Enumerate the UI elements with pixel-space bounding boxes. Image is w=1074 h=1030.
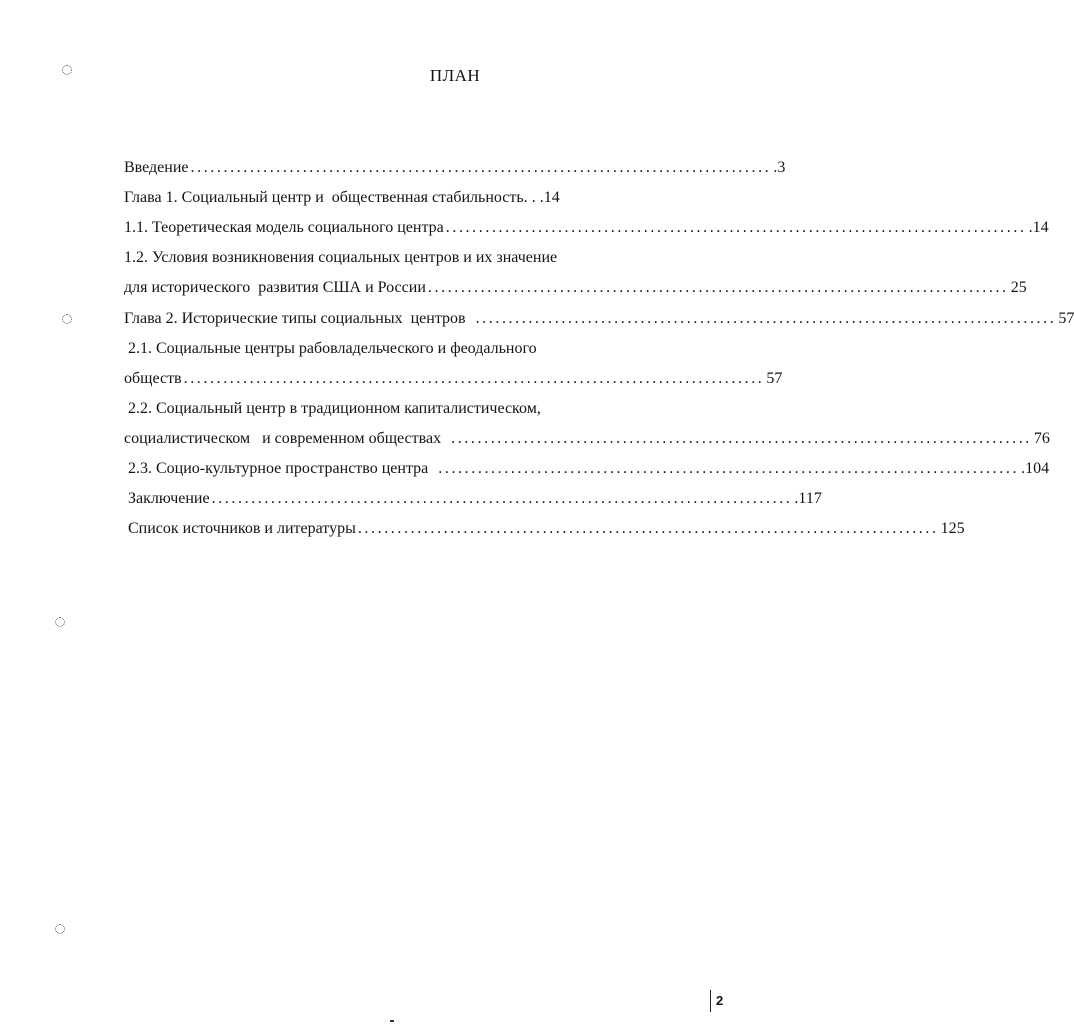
toc-entry-page: . .14 — [531, 189, 560, 206]
toc-entry-1-2-line-1: 1.2. Условия возникновения социальных центров и их значение — [124, 249, 558, 266]
toc-entry-page: .14 — [1028, 219, 1049, 236]
toc-entry-chapter-2 — [124, 309, 1074, 329]
toc-entry-page: .104 — [1021, 460, 1050, 477]
toc-entry-2-1-line-2 — [124, 369, 783, 389]
toc-entry-page: 125 — [940, 520, 965, 537]
toc-entry-bibliography — [124, 519, 965, 539]
toc-entry-conclusion — [124, 489, 822, 509]
toc-entry-text: Список источников и литературы — [124, 520, 356, 537]
toc-entry-page: 76 — [1033, 430, 1050, 447]
toc-entry-text: 1.1. Теоретическая модель социального центра — [124, 219, 444, 236]
toc-entry-page: 57 — [766, 370, 783, 387]
toc-entry-page: 57 — [1058, 310, 1074, 327]
toc-leader-dots: ........................................................................................ — [183, 370, 765, 387]
toc-entry-chapter-1 — [124, 188, 614, 208]
toc-entry-text: обществ — [124, 370, 182, 387]
toc-entry-introduction — [124, 158, 786, 178]
toc-leader-dots: ........................................................................................ — [427, 279, 1009, 296]
toc-entry-text: для исторического развития США и России — [124, 279, 426, 296]
toc-entry-text: Глава 1. Социальный центр и общественная стабильность. — [124, 189, 532, 206]
toc-entry-2-3 — [124, 459, 1050, 479]
toc-entry-page: 25 — [1010, 279, 1027, 296]
punch-hole-mark — [55, 924, 65, 934]
toc-leader-dots: ........................................................................................ — [451, 430, 1032, 447]
toc-leader-dots: ........................................................................................ — [475, 310, 1057, 327]
toc-entry-2-2-line-1: 2.2. Социальный центр в традиционном капиталистическом, — [124, 400, 541, 417]
page-number: 2 — [710, 990, 723, 1012]
toc-entry-text: 2.3. Социо-культурное пространство центра — [124, 460, 429, 477]
scan-speck — [390, 1020, 394, 1022]
toc-entry-text: Заключение — [124, 490, 210, 507]
toc-entry-1-2-line-2 — [124, 278, 1027, 298]
toc-entry-text: Глава 2. Исторические типы социальных центров — [124, 310, 466, 327]
toc-entry-text: Введение — [124, 159, 189, 176]
toc-leader-dots: ........................................................................................ — [438, 460, 1020, 477]
toc-leader-dots: ........................................................................................ — [357, 520, 939, 537]
punch-hole-mark — [55, 617, 65, 627]
toc-entry-text: социалистическом и современном обществах — [124, 430, 442, 447]
page-title: ПЛАН — [429, 66, 481, 85]
toc-entry-page: .3 — [773, 159, 786, 176]
punch-hole-mark — [62, 314, 72, 324]
toc-entry-page: .117 — [794, 490, 822, 507]
toc-leader-dots: ........................................................................................ — [445, 219, 1027, 236]
toc-entry-2-2-line-2 — [124, 429, 1050, 449]
toc-entry-1-1 — [124, 218, 1049, 238]
toc-leader-dots: ........................................................................................ — [211, 490, 793, 507]
toc-entry-2-1-line-1: 2.1. Социальные центры рабовладельческого и феодального — [124, 340, 537, 357]
toc-leader-dots: ........................................................................................ — [190, 159, 772, 176]
